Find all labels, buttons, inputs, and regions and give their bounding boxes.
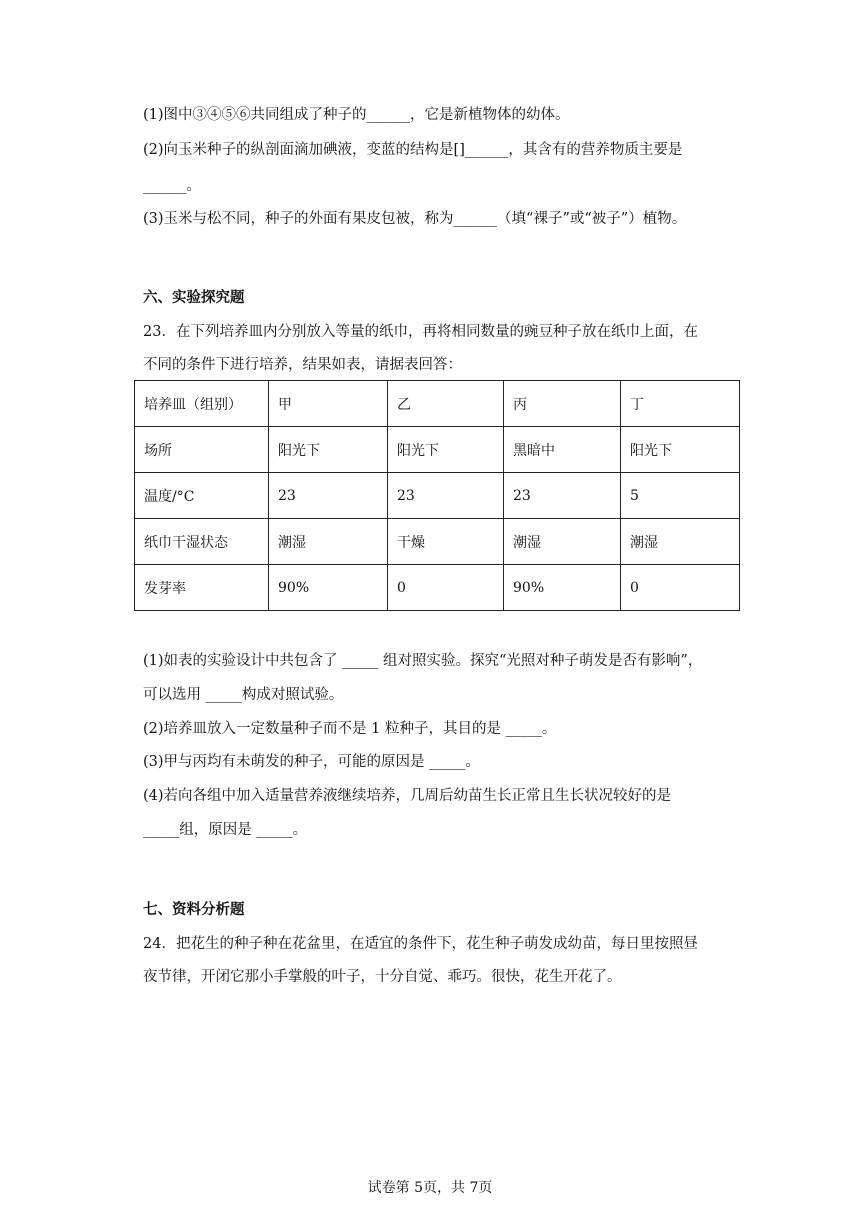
table-cell: 乙 (388, 381, 504, 427)
table-cell: 阳光下 (621, 427, 740, 473)
table-cell: 90% (504, 565, 621, 611)
table-cell: 温度/°C (135, 473, 269, 519)
germination-table (134, 380, 740, 611)
q23-sub4-line1: (4)若向各组中加入适量营养液继续培养，几周后幼苗生长正常且生长状况较好的是 (143, 788, 672, 804)
table-cell: 潮湿 (621, 519, 740, 565)
table-cell: 阳光下 (388, 427, 504, 473)
table-cell: 阳光下 (269, 427, 388, 473)
q23-stem-line2: 不同的条件下进行培养，结果如表，请据表回答： (143, 357, 462, 373)
germination-table-body (135, 381, 740, 611)
table-cell: 纸巾干湿状态 (135, 519, 269, 565)
table-row (135, 381, 740, 427)
table-row (135, 565, 740, 611)
table-cell: 5 (621, 473, 740, 519)
q24-line2: 夜节律，开闭它那小手掌般的叶子，十分自觉、乖巧。很快，花生开花了。 (143, 969, 622, 985)
q22-sub2-line2: ______。 (143, 178, 201, 194)
page-footer: 试卷第 5页，共 7页 (367, 1180, 493, 1196)
q23-sub3: (3)甲与丙均有未萌发的种子，可能的原因是 _____。 (143, 754, 480, 770)
q23-sub1-line1: (1)如表的实验设计中共包含了 _____ 组对照实验。探究“光照对种子萌发是否有影响”， (143, 653, 703, 669)
q23-sub2: (2)培养皿放入一定数量种子而不是 1 粒种子，其目的是 _____。 (143, 721, 557, 737)
table-cell: 甲 (269, 381, 388, 427)
table-cell: 23 (388, 473, 504, 519)
table-cell: 0 (388, 565, 504, 611)
table-cell: 23 (269, 473, 388, 519)
table-row (135, 473, 740, 519)
table-cell: 发芽率 (135, 565, 269, 611)
table-cell: 场所 (135, 427, 269, 473)
table-row (135, 427, 740, 473)
q23-sub4-line2: _____组，原因是 _____。 (143, 822, 308, 838)
q22-sub1: (1)图中③④⑤⑥共同组成了种子的______，它是新植物体的幼体。 (143, 107, 570, 123)
table-cell: 黑暗中 (504, 427, 621, 473)
q23-stem-line1: 23．在下列培养皿内分别放入等量的纸巾，再将相同数量的豌豆种子放在纸巾上面，在 (143, 324, 698, 340)
q22-sub3: (3)玉米与松不同，种子的外面有果皮包被，称为______（填“裸子”或“被子”）植物。 (143, 211, 687, 227)
q24-line1: 24．把花生的种子种在花盆里，在适宜的条件下，花生种子萌发成幼苗，每日里按照昼 (143, 936, 698, 952)
section7-heading: 七、资料分析题 (143, 902, 245, 918)
table-cell: 丁 (621, 381, 740, 427)
table-cell: 丙 (504, 381, 621, 427)
table-cell: 23 (504, 473, 621, 519)
table-row (135, 519, 740, 565)
table-cell: 干燥 (388, 519, 504, 565)
table-cell: 0 (621, 565, 740, 611)
table-cell: 90% (269, 565, 388, 611)
table-cell: 潮湿 (269, 519, 388, 565)
table-cell: 培养皿（组别） (135, 381, 269, 427)
section6-heading: 六、实验探究题 (143, 290, 245, 306)
table-cell: 潮湿 (504, 519, 621, 565)
q23-sub1-line2: 可以选用 _____构成对照试验。 (143, 687, 344, 703)
q22-sub2-line1: (2)向玉米种子的纵剖面滴加碘液，变蓝的结构是[]______，其含有的营养物质主要是 (143, 142, 683, 158)
